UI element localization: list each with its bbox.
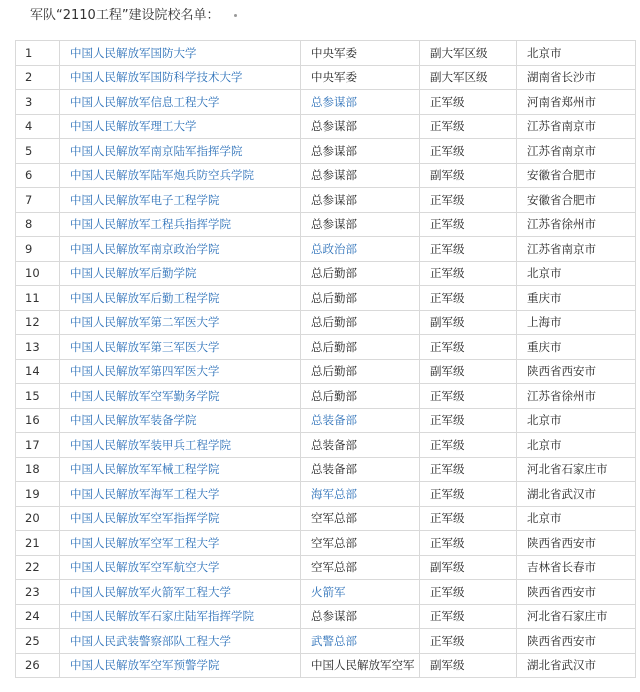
row-number: 5 bbox=[16, 139, 60, 164]
department-cell: 总后勤部 bbox=[301, 310, 420, 335]
location-cell: 北京市 bbox=[517, 261, 636, 286]
grade-cell: 正军级 bbox=[420, 629, 517, 654]
table-row bbox=[16, 653, 636, 678]
department-cell: 总参谋部 bbox=[301, 163, 420, 188]
department-cell: 总后勤部 bbox=[301, 359, 420, 384]
table-row bbox=[16, 359, 636, 384]
location-cell: 河南省郑州市 bbox=[517, 90, 636, 115]
table-row bbox=[16, 506, 636, 531]
table-row bbox=[16, 237, 636, 262]
department-cell: 空军总部 bbox=[301, 555, 420, 580]
academy-name-link[interactable]: 中国人民解放军海军工程大学 bbox=[60, 482, 301, 507]
grade-cell: 正军级 bbox=[420, 335, 517, 360]
page-title bbox=[30, 7, 237, 25]
row-number: 26 bbox=[16, 653, 60, 678]
department-cell: 总参谋部 bbox=[301, 139, 420, 164]
row-number: 8 bbox=[16, 212, 60, 237]
academy-name-link[interactable]: 中国人民解放军空军工程大学 bbox=[60, 531, 301, 556]
grade-cell: 正军级 bbox=[420, 408, 517, 433]
table-row bbox=[16, 604, 636, 629]
row-number: 24 bbox=[16, 604, 60, 629]
location-cell: 陕西省西安市 bbox=[517, 580, 636, 605]
row-number: 6 bbox=[16, 163, 60, 188]
table-row bbox=[16, 310, 636, 335]
academy-name-link[interactable]: 中国人民解放军工程兵指挥学院 bbox=[60, 212, 301, 237]
department-link[interactable]: 武警总部 bbox=[301, 629, 420, 654]
row-number: 19 bbox=[16, 482, 60, 507]
department-cell: 总参谋部 bbox=[301, 212, 420, 237]
table-row bbox=[16, 457, 636, 482]
department-cell: 中央军委 bbox=[301, 65, 420, 90]
grade-cell: 副军级 bbox=[420, 653, 517, 678]
table-row bbox=[16, 188, 636, 213]
academy-name-link[interactable]: 中国人民解放军第四军医大学 bbox=[60, 359, 301, 384]
grade-cell: 正军级 bbox=[420, 139, 517, 164]
academy-name-link[interactable]: 中国人民解放军陆军炮兵防空兵学院 bbox=[60, 163, 301, 188]
table-row bbox=[16, 384, 636, 409]
row-number: 21 bbox=[16, 531, 60, 556]
department-link[interactable]: 总参谋部 bbox=[301, 90, 420, 115]
table-row bbox=[16, 408, 636, 433]
location-cell: 江苏省徐州市 bbox=[517, 212, 636, 237]
row-number: 17 bbox=[16, 433, 60, 458]
row-number: 23 bbox=[16, 580, 60, 605]
grade-cell: 正军级 bbox=[420, 604, 517, 629]
grade-cell: 正军级 bbox=[420, 212, 517, 237]
grade-cell: 正军级 bbox=[420, 261, 517, 286]
location-cell: 江苏省南京市 bbox=[517, 139, 636, 164]
academy-name-link[interactable]: 中国人民解放军后勤工程学院 bbox=[60, 286, 301, 311]
department-cell: 总装备部 bbox=[301, 433, 420, 458]
department-cell: 中国人民解放军空军 bbox=[301, 653, 420, 678]
location-cell: 北京市 bbox=[517, 408, 636, 433]
table-row bbox=[16, 335, 636, 360]
location-cell: 湖北省武汉市 bbox=[517, 653, 636, 678]
academy-name-link[interactable]: 中国人民解放军装备学院 bbox=[60, 408, 301, 433]
location-cell: 吉林省长春市 bbox=[517, 555, 636, 580]
dot-icon bbox=[234, 14, 237, 17]
department-cell: 总参谋部 bbox=[301, 604, 420, 629]
row-number: 14 bbox=[16, 359, 60, 384]
department-link[interactable]: 火箭军 bbox=[301, 580, 420, 605]
location-cell: 湖南省长沙市 bbox=[517, 65, 636, 90]
row-number: 2 bbox=[16, 65, 60, 90]
grade-cell: 副军级 bbox=[420, 163, 517, 188]
row-number: 16 bbox=[16, 408, 60, 433]
table-row bbox=[16, 531, 636, 556]
academy-name-link[interactable]: 中国人民解放军第二军医大学 bbox=[60, 310, 301, 335]
department-cell: 总后勤部 bbox=[301, 261, 420, 286]
academy-name-link[interactable]: 中国人民解放军空军航空大学 bbox=[60, 555, 301, 580]
grade-cell: 正军级 bbox=[420, 580, 517, 605]
location-cell: 北京市 bbox=[517, 433, 636, 458]
department-cell: 空军总部 bbox=[301, 506, 420, 531]
academy-name-link[interactable]: 中国人民解放军空军预警学院 bbox=[60, 653, 301, 678]
department-cell: 总后勤部 bbox=[301, 384, 420, 409]
department-link[interactable]: 总政治部 bbox=[301, 237, 420, 262]
table-row bbox=[16, 555, 636, 580]
table-row bbox=[16, 482, 636, 507]
row-number: 18 bbox=[16, 457, 60, 482]
academy-name-link[interactable]: 中国人民解放军第三军医大学 bbox=[60, 335, 301, 360]
table-row bbox=[16, 163, 636, 188]
table-row bbox=[16, 139, 636, 164]
grade-cell: 正军级 bbox=[420, 457, 517, 482]
row-number: 25 bbox=[16, 629, 60, 654]
department-cell: 空军总部 bbox=[301, 531, 420, 556]
academy-name-link[interactable]: 中国人民解放军电子工程学院 bbox=[60, 188, 301, 213]
academy-name-link[interactable]: 中国人民解放军南京政治学院 bbox=[60, 237, 301, 262]
table-row bbox=[16, 580, 636, 605]
table-row bbox=[16, 212, 636, 237]
academy-table-body bbox=[16, 41, 636, 678]
location-cell: 陕西省西安市 bbox=[517, 531, 636, 556]
row-number: 7 bbox=[16, 188, 60, 213]
row-number: 22 bbox=[16, 555, 60, 580]
academy-name-link[interactable]: 中国人民解放军理工大学 bbox=[60, 114, 301, 139]
grade-cell: 副军级 bbox=[420, 555, 517, 580]
row-number: 9 bbox=[16, 237, 60, 262]
grade-cell: 正军级 bbox=[420, 286, 517, 311]
grade-cell: 正军级 bbox=[420, 237, 517, 262]
table-row bbox=[16, 629, 636, 654]
location-cell: 上海市 bbox=[517, 310, 636, 335]
row-number: 10 bbox=[16, 261, 60, 286]
location-cell: 陕西省西安市 bbox=[517, 629, 636, 654]
department-cell: 总参谋部 bbox=[301, 188, 420, 213]
table-row bbox=[16, 433, 636, 458]
location-cell: 安徽省合肥市 bbox=[517, 188, 636, 213]
academy-name-link[interactable]: 中国人民解放军石家庄陆军指挥学院 bbox=[60, 604, 301, 629]
location-cell: 北京市 bbox=[517, 41, 636, 66]
location-cell: 重庆市 bbox=[517, 335, 636, 360]
table-row bbox=[16, 114, 636, 139]
location-cell: 陕西省西安市 bbox=[517, 359, 636, 384]
grade-cell: 正军级 bbox=[420, 482, 517, 507]
academy-name-link[interactable]: 中国人民解放军空军勤务学院 bbox=[60, 384, 301, 409]
row-number: 1 bbox=[16, 41, 60, 66]
department-link[interactable]: 总装备部 bbox=[301, 408, 420, 433]
grade-cell: 正军级 bbox=[420, 188, 517, 213]
location-cell: 河北省石家庄市 bbox=[517, 457, 636, 482]
row-number: 11 bbox=[16, 286, 60, 311]
grade-cell: 副军级 bbox=[420, 310, 517, 335]
academy-name-link[interactable]: 中国人民解放军南京陆军指挥学院 bbox=[60, 139, 301, 164]
academy-name-link[interactable]: 中国人民解放军装甲兵工程学院 bbox=[60, 433, 301, 458]
grade-cell: 正军级 bbox=[420, 384, 517, 409]
grade-cell: 副军级 bbox=[420, 359, 517, 384]
department-cell: 总参谋部 bbox=[301, 114, 420, 139]
location-cell: 重庆市 bbox=[517, 286, 636, 311]
location-cell: 安徽省合肥市 bbox=[517, 163, 636, 188]
academy-table bbox=[15, 40, 636, 678]
academy-name-link[interactable]: 中国人民解放军国防大学 bbox=[60, 41, 301, 66]
grade-cell: 副大军区级 bbox=[420, 41, 517, 66]
location-cell: 河北省石家庄市 bbox=[517, 604, 636, 629]
department-cell: 中央军委 bbox=[301, 41, 420, 66]
page-title-text: 军队“2110工程”建设院校名单： bbox=[30, 8, 220, 23]
academy-name-link[interactable]: 中国人民解放军空军指挥学院 bbox=[60, 506, 301, 531]
location-cell: 江苏省南京市 bbox=[517, 237, 636, 262]
academy-name-link[interactable]: 中国人民解放军信息工程大学 bbox=[60, 90, 301, 115]
department-cell: 总装备部 bbox=[301, 457, 420, 482]
grade-cell: 正军级 bbox=[420, 531, 517, 556]
table-row bbox=[16, 261, 636, 286]
academy-name-link[interactable]: 中国人民解放军后勤学院 bbox=[60, 261, 301, 286]
table-row bbox=[16, 65, 636, 90]
department-cell: 总后勤部 bbox=[301, 335, 420, 360]
grade-cell: 正军级 bbox=[420, 114, 517, 139]
academy-name-link[interactable]: 中国人民解放军国防科学技术大学 bbox=[60, 65, 301, 90]
grade-cell: 正军级 bbox=[420, 506, 517, 531]
grade-cell: 正军级 bbox=[420, 433, 517, 458]
department-link[interactable]: 海军总部 bbox=[301, 482, 420, 507]
location-cell: 江苏省南京市 bbox=[517, 114, 636, 139]
grade-cell: 副大军区级 bbox=[420, 65, 517, 90]
location-cell: 湖北省武汉市 bbox=[517, 482, 636, 507]
table-row bbox=[16, 286, 636, 311]
department-cell: 总后勤部 bbox=[301, 286, 420, 311]
row-number: 4 bbox=[16, 114, 60, 139]
location-cell: 江苏省徐州市 bbox=[517, 384, 636, 409]
academy-name-link[interactable]: 中国人民武装警察部队工程大学 bbox=[60, 629, 301, 654]
location-cell: 北京市 bbox=[517, 506, 636, 531]
row-number: 3 bbox=[16, 90, 60, 115]
row-number: 20 bbox=[16, 506, 60, 531]
row-number: 13 bbox=[16, 335, 60, 360]
row-number: 12 bbox=[16, 310, 60, 335]
academy-name-link[interactable]: 中国人民解放军军械工程学院 bbox=[60, 457, 301, 482]
table-row bbox=[16, 41, 636, 66]
grade-cell: 正军级 bbox=[420, 90, 517, 115]
row-number: 15 bbox=[16, 384, 60, 409]
table-row bbox=[16, 90, 636, 115]
academy-name-link[interactable]: 中国人民解放军火箭军工程大学 bbox=[60, 580, 301, 605]
